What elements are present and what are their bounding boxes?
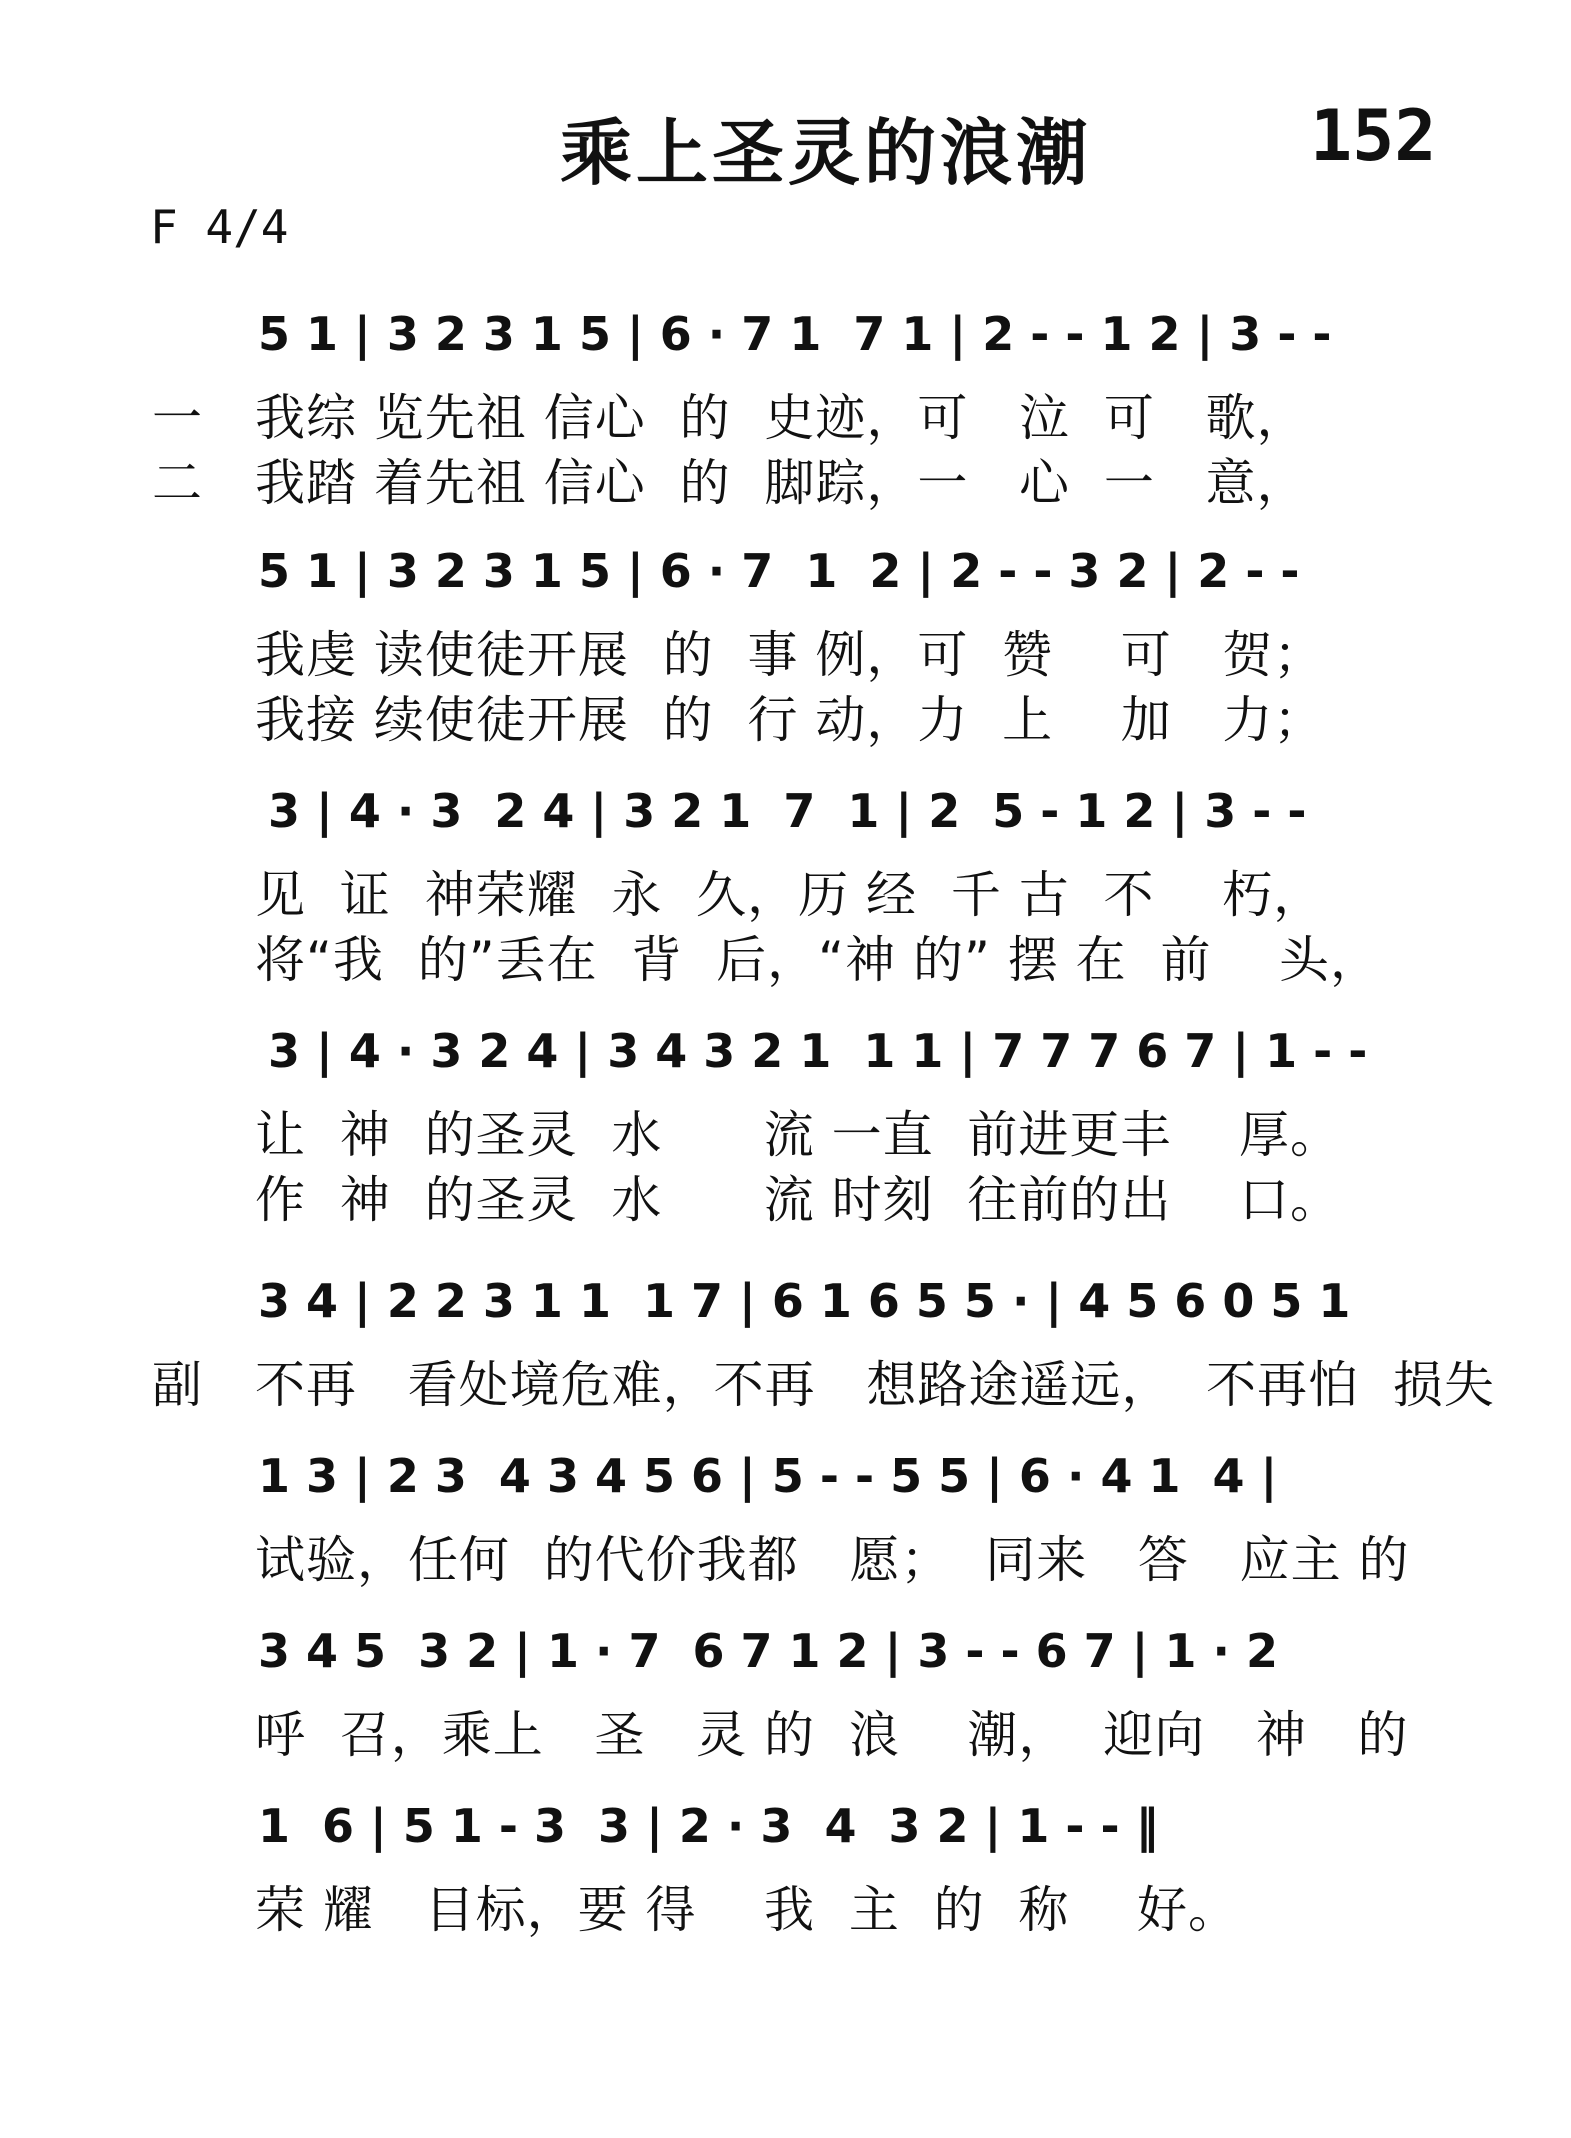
lyric-line: 不再 看处境危难，不再 想路途遥远， 不再怕 损失 <box>255 1356 1495 1414</box>
notation-graphic <box>258 1615 1418 1695</box>
notation-line <box>258 1015 1418 1095</box>
notation-graphic <box>258 1440 1418 1520</box>
lyric-line: 我虔 读使徒开展 的 事 例，可 赞 可 贺； <box>255 626 1325 684</box>
lyric-line: 我接 续使徒开展 的 行 动，力 上 加 力； <box>255 691 1325 749</box>
hymn-number: 152 <box>1310 95 1437 177</box>
notation-graphic <box>258 1265 1418 1345</box>
notation-text: 3 4 5 3 2 | 1 · 7 6 7 1 2 | 3 - - 6 7 | 1 · 2 <box>258 1624 1278 1678</box>
notation-text: 1 6 | 5 1 - 3 3 | 2 · 3 4 3 2 | 1 - - ‖ <box>258 1799 1159 1853</box>
notation-line <box>258 775 1418 855</box>
notation-text: 5 1 | 3 2 3 1 5 | 6 · 7 1 7 1 | 2 - - 1 2 | 3 - - <box>258 307 1332 361</box>
notation-graphic <box>258 1790 1418 1870</box>
lyric-line: 呼 召，乘上 圣 灵 的 浪 潮， 迎向 神 的 <box>255 1706 1409 1764</box>
lyric-line: 荣 耀 目标，要 得 我 主 的 称 好。 <box>255 1881 1239 1939</box>
notation-text: 3 | 4 · 3 2 4 | 3 4 3 2 1 1 1 | 7 7 7 6 7 | 1 - - <box>268 1024 1368 1078</box>
lyric-line: 试验，任何 的代价我都 愿； 同来 答 应主 的 <box>255 1531 1410 1589</box>
lyric-line: 我踏 着先祖 信心 的 脚踪，一 心 一 意， <box>255 454 1308 512</box>
notation-text: 3 | 4 · 3 2 4 | 3 2 1 7 1 | 2 5 - 1 2 | 3 - - <box>268 784 1307 838</box>
verse-label: 一 <box>152 389 202 447</box>
notation-graphic <box>258 298 1418 378</box>
notation-text: 5 1 | 3 2 3 1 5 | 6 · 7 1 2 | 2 - - 3 2 | 2 - - <box>258 544 1300 598</box>
chorus-label: 副 <box>152 1356 202 1414</box>
notation-line <box>258 1790 1418 1870</box>
notation-graphic <box>258 1015 1418 1095</box>
key-signature: F 4/4 <box>150 200 289 254</box>
lyric-line: 将“我 的”丢在 背 后，“神 的” 摆 在 前 头， <box>255 931 1382 989</box>
notation-line <box>258 1440 1418 1520</box>
notation-line <box>258 535 1418 615</box>
lyric-line: 见 证 神荣耀 永 久，历 经 千 古 不 朽， <box>255 866 1325 924</box>
notation-text: 3 4 | 2 2 3 1 1 1 7 | 6 1 6 5 5 · | 4 5 6 0 5 1 <box>258 1274 1351 1328</box>
notation-line <box>258 1615 1418 1695</box>
notation-line <box>258 298 1418 378</box>
lyric-line: 让 神 的圣灵 水 流 一直 前进更丰 厚。 <box>255 1106 1341 1164</box>
notation-graphic <box>258 535 1418 615</box>
lyric-line: 作 神 的圣灵 水 流 时刻 往前的出 口。 <box>255 1171 1341 1229</box>
notation-line <box>258 1265 1418 1345</box>
notation-graphic <box>258 775 1418 855</box>
verse-label: 二 <box>152 454 202 512</box>
lyric-line: 我综 览先祖 信心 的 史迹，可 泣 可 歌， <box>255 389 1308 447</box>
hymn-title: 乘上圣灵的浪潮 <box>560 111 1093 195</box>
notation-text: 1 3 | 2 3 4 3 4 5 6 | 5 - - 5 5 | 6 · 4 1 4 | <box>258 1449 1278 1503</box>
